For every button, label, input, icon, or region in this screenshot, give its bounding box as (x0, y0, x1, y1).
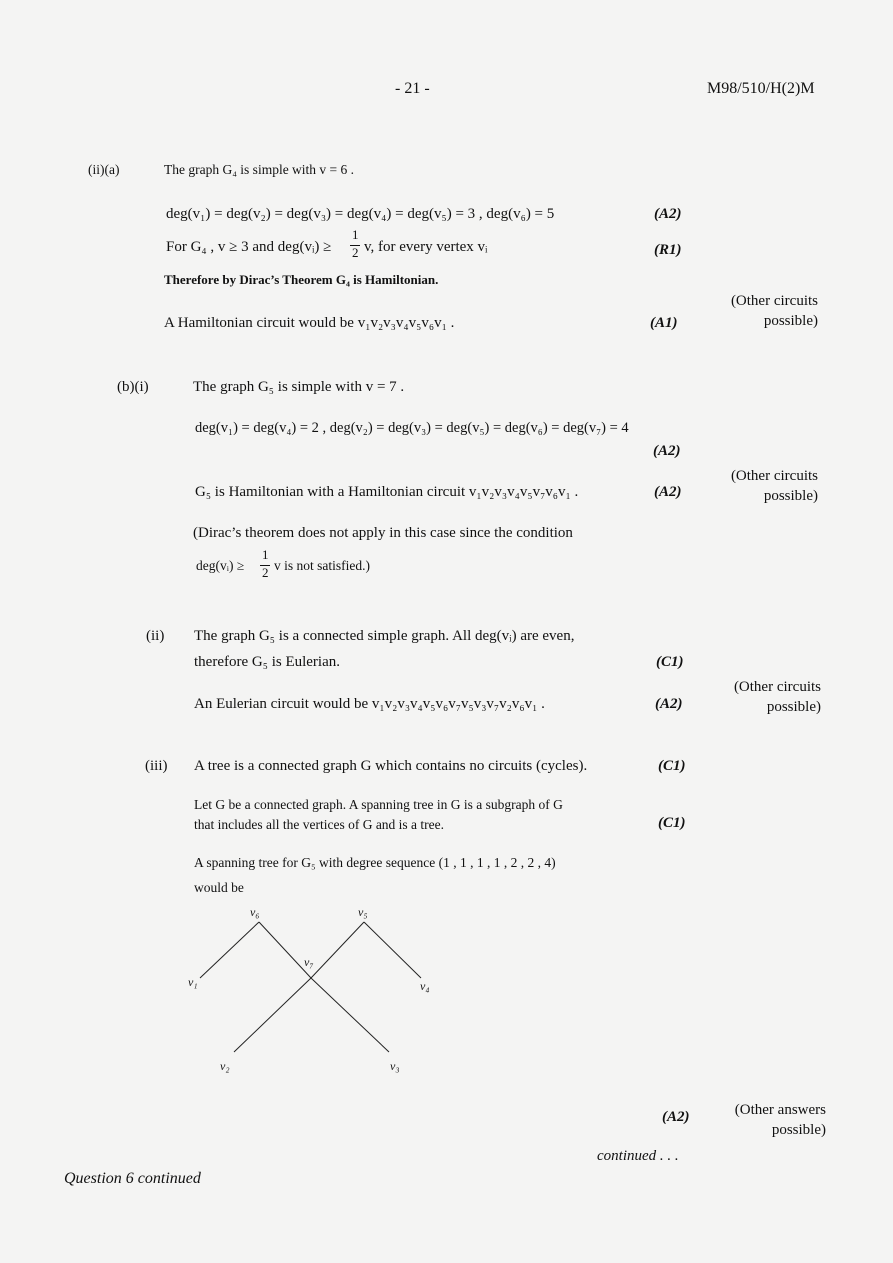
spanning-tree-g5-line2: would be (194, 880, 244, 895)
mark-a1: (A1) (650, 315, 678, 331)
mark-a2-degrees: (A2) (653, 443, 681, 459)
mark-a2-tree: (A2) (662, 1109, 690, 1125)
note-other-answers: (Other answers (734, 1102, 826, 1118)
vertex-label-v4: v₄ (420, 979, 430, 993)
part-ii-line1: The graph G₅ is a connected simple graph. All deg(vᵢ) are even, (194, 628, 575, 644)
question-continued-label: Question 6 continued (64, 1170, 201, 1187)
dirac-conclusion: Therefore by Dirac’s Theorem G₄ is Hamiltonian. (164, 272, 439, 287)
note-possible-1a: possible) (763, 313, 818, 329)
dirac-note-post: v is not satisfied.) (274, 558, 370, 573)
mark-c1-eulerian: (C1) (656, 654, 684, 670)
note-possible-ii: possible) (766, 699, 821, 715)
degree-list-g5: deg(v₁) = deg(v₄) = 2 , deg(v₂) = deg(v₃) = deg(v₅) = deg(v₆) = deg(v₇) = 4 (195, 420, 629, 436)
part-b-i-label: (b)(i) (117, 379, 149, 395)
edge-v7-v2 (234, 978, 311, 1052)
note-other-circuits-ii: (Other circuits (733, 679, 821, 695)
dirac-note-pre: deg(vᵢ) ≥ (196, 558, 245, 573)
edge-v6-v7 (259, 922, 311, 978)
spanning-tree-g5-line1: A spanning tree for G₅ with degree sequence (1 , 1 , 1 , 1 , 2 , 2 , 4) (194, 855, 556, 870)
vertex-label-v7: v₇ (304, 955, 314, 969)
tree-definition: A tree is a connected graph G which contains no circuits (cycles). (194, 758, 588, 774)
part-b-i-line1: The graph G₅ is simple with v = 7 . (193, 379, 405, 395)
edge-v5-v7 (311, 922, 364, 978)
part-ii-label: (ii) (146, 628, 165, 644)
mark-c1-tree: (C1) (658, 758, 686, 774)
dirac-condition-post: v, for every vertex vᵢ (364, 239, 488, 255)
paper-code: M98/510/H(2)M (707, 80, 815, 97)
fraction-denominator-2: 2 (262, 565, 269, 580)
hamiltonian-circuit-g5: G₅ is Hamiltonian with a Hamiltonian circuit v₁v₂v₃v₄v₅v₇v₆v₁ . (195, 484, 579, 500)
dirac-condition-pre: For G₄ , v ≥ 3 and deg(vᵢ) ≥ (166, 239, 332, 255)
fraction-numerator-2: 1 (262, 547, 269, 562)
part-ii-a-line1: The graph G₄ is simple with v = 6 . (164, 162, 355, 177)
spanning-tree-diagram (180, 900, 440, 1080)
part-ii-a-label: (ii)(a) (88, 162, 120, 177)
fraction-denominator: 2 (352, 245, 359, 260)
note-other-circuits-1a: (Other circuits (730, 293, 818, 309)
mark-a2-eulerian: (A2) (655, 696, 683, 712)
vertex-label-v5: v₅ (358, 905, 368, 919)
mark-a2-circuit: (A2) (654, 484, 682, 500)
fraction-numerator: 1 (352, 227, 359, 242)
spanning-tree-def-line2: that includes all the vertices of G and is a tree. (194, 817, 445, 832)
continued-label: continued . . . (597, 1148, 679, 1164)
edge-v6-v1 (200, 922, 259, 978)
vertex-label-v3: v₃ (390, 1059, 400, 1073)
part-iii-label: (iii) (145, 758, 168, 774)
page-number: - 21 - (395, 80, 430, 97)
note-other-circuits-bi: (Other circuits (730, 468, 818, 484)
degree-list-g4: deg(v₁) = deg(v₂) = deg(v₃) = deg(v₄) = deg(v₅) = 3 , deg(v₆) = 5 (166, 206, 555, 222)
eulerian-circuit: An Eulerian circuit would be v₁v₂v₃v₄v₅v₆v₇v₅v₃v₇v₂v₆v₁ . (194, 696, 545, 712)
spanning-tree-def-line1: Let G be a connected graph. A spanning tree in G is a subgraph of G (194, 797, 563, 812)
mark-r1: (R1) (654, 242, 682, 258)
mark-a2: (A2) (654, 206, 682, 222)
note-possible-bi: possible) (763, 488, 818, 504)
hamiltonian-circuit-g4: A Hamiltonian circuit would be v₁v₂v₃v₄v₅v₆v₁ . (164, 315, 455, 331)
vertex-label-v2: v₂ (220, 1059, 230, 1073)
part-ii-line2: therefore G₅ is Eulerian. (194, 654, 341, 670)
vertex-label-v6: v₆ (250, 905, 260, 919)
vertex-label-v1: v₁ (188, 975, 198, 989)
dirac-note-line1: (Dirac’s theorem does not apply in this case since the condition (193, 525, 573, 541)
edge-v5-v4 (364, 922, 421, 978)
mark-c1-spanning: (C1) (658, 815, 686, 831)
edge-v7-v3 (311, 978, 389, 1052)
note-possible-iii: possible) (771, 1122, 826, 1138)
